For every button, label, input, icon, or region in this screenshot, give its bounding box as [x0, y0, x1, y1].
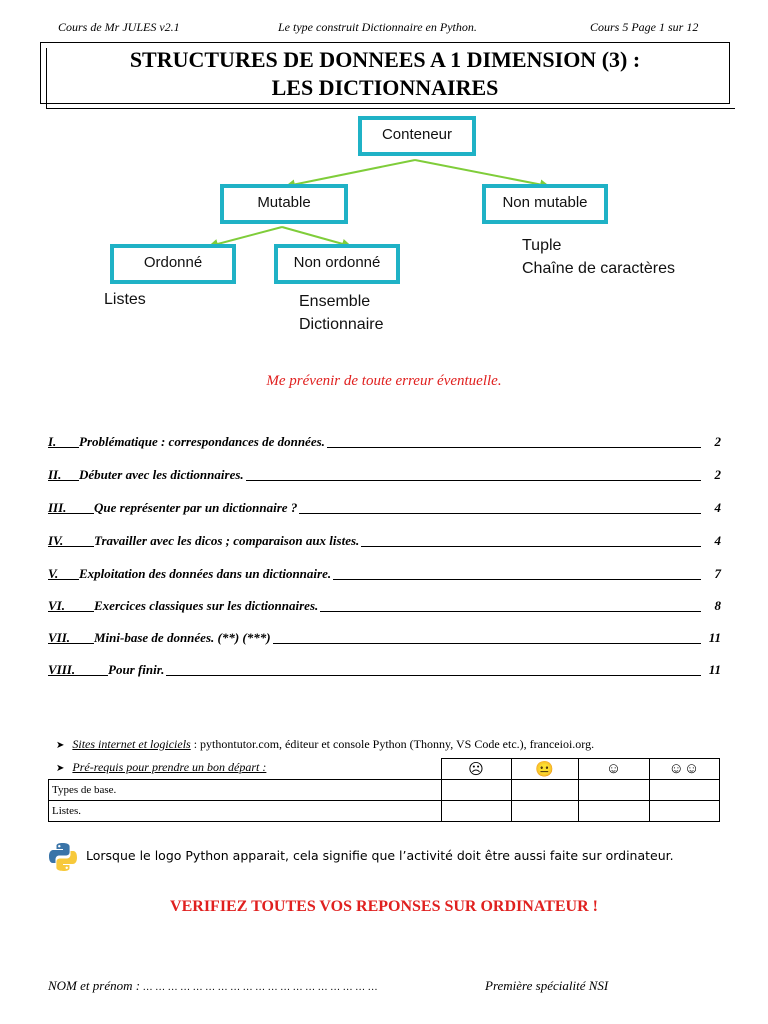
rating-cell[interactable]: [578, 780, 649, 801]
table-row: [49, 801, 720, 822]
face-double-smile-icon[interactable]: ☺☺: [649, 759, 719, 780]
title-line-2: LES DICTIONNAIRES: [271, 75, 499, 100]
header-center: Le type construit Dictionnaire en Python.: [278, 20, 477, 34]
toc-item-3[interactable]: III. Que représenter par un dictionnaire ? 4: [48, 500, 721, 515]
edge-root-mutable: [287, 160, 415, 186]
face-neutral-icon[interactable]: 😐: [511, 759, 578, 780]
rating-cell[interactable]: [578, 801, 649, 822]
name-dots[interactable]: … … … … … … … … … … … … … … … … … … …: [140, 982, 378, 993]
toc-item-5[interactable]: V. Exploitation des données dans un dictionnaire. 7: [48, 566, 721, 581]
example-dictionnaire: Dictionnaire: [299, 316, 384, 333]
rating-cell[interactable]: [441, 801, 511, 822]
node-mutable: Mutable: [220, 184, 348, 224]
prereq-types-de-base: Types de base.: [49, 780, 442, 801]
verify-banner: VERIFIEZ TOUTES VOS REPONSES SUR ORDINATEUR !: [170, 898, 598, 915]
footer-level: Première spécialité NSI: [485, 978, 609, 993]
python-note: Lorsque le logo Python apparait, cela signifie que l’activité doit être aussi faite sur ordinateur.: [86, 848, 674, 863]
title-line-1: STRUCTURES DE DONNEES A 1 DIMENSION (3) :: [129, 47, 641, 72]
example-listes: Listes: [104, 291, 146, 308]
toc-item-6[interactable]: VI. Exercices classiques sur les dictionnaires. 8: [48, 598, 721, 613]
arrow-bullet-icon: ➤: [56, 740, 65, 751]
edge-root-nonmutable: [415, 160, 548, 186]
error-warning: Me prévenir de toute erreur éventuelle.: [266, 373, 502, 389]
face-sad-icon[interactable]: ☹: [441, 759, 511, 780]
node-conteneur: Conteneur: [358, 116, 476, 156]
node-ordonne: Ordonné: [110, 244, 236, 284]
python-logo-icon: [48, 842, 78, 872]
header-right: Cours 5 Page 1 sur 12: [590, 20, 699, 34]
resources-line: ➤ Sites internet et logiciels : pythontutor.com, éditeur et console Python (Thonny, VS Code etc.), franceioi.org.: [56, 737, 595, 751]
example-ensemble: Ensemble: [299, 293, 371, 310]
rating-cell[interactable]: [441, 780, 511, 801]
prerequisites-title: ➤ Pré-requis pour prendre un bon départ :: [56, 760, 267, 774]
arrow-bullet-icon: ➤: [56, 763, 65, 774]
prereq-listes: Listes.: [49, 801, 442, 822]
rating-cell[interactable]: [511, 801, 578, 822]
toc-item-4[interactable]: IV. Travailler avec les dicos ; comparaison aux listes. 4: [48, 533, 721, 548]
example-chaine: Chaîne de caractères: [522, 260, 675, 277]
node-non-mutable: Non mutable: [482, 184, 608, 224]
toc-item-8[interactable]: VIII. Pour finir. 11: [48, 662, 721, 677]
rating-cell[interactable]: [649, 780, 719, 801]
face-smile-icon[interactable]: ☺: [578, 759, 649, 780]
toc-item-1[interactable]: I. Problématique : correspondances de données. 2: [48, 434, 721, 449]
toc-item-7[interactable]: VII. Mini-base de données. (**) (***) 11: [48, 630, 721, 645]
rating-cell[interactable]: [649, 801, 719, 822]
header-left: Cours de Mr JULES v2.1: [58, 20, 180, 34]
toc-item-2[interactable]: II. Débuter avec les dictionnaires. 2: [48, 467, 721, 482]
example-tuple: Tuple: [522, 237, 562, 254]
table-row: [49, 780, 720, 801]
prerequisites-table: [48, 758, 720, 822]
rating-cell[interactable]: [511, 780, 578, 801]
footer-name: NOM et prénom : … … … … … … … … … … … … … … … … … … …: [48, 978, 378, 993]
node-non-ordonne: Non ordonné: [274, 244, 400, 284]
